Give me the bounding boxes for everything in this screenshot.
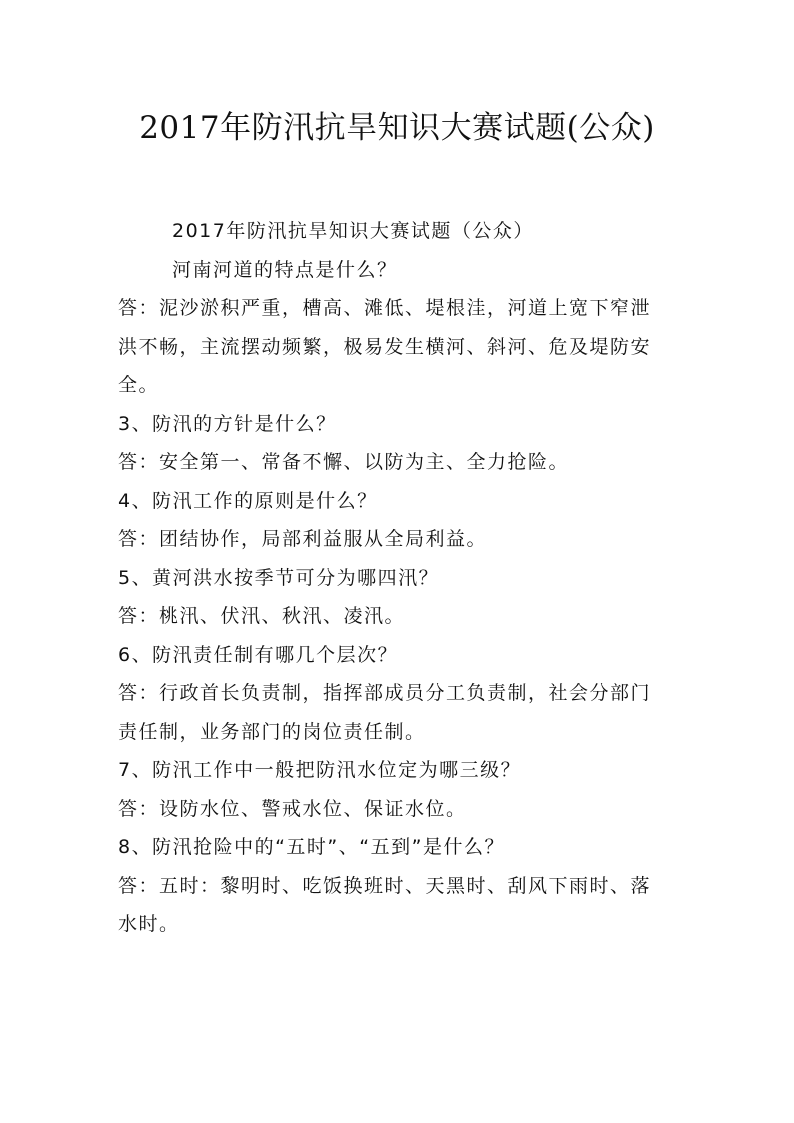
question-line: 6、防汛责任制有哪几个层次？: [118, 643, 399, 666]
answer-line: 答：行政首长负责制，指挥部成员分工负责制，社会分部门: [118, 682, 652, 704]
subtitle-line: 2017年防汛抗旱知识大赛试题（公众）: [172, 220, 534, 242]
answer-line: 答：泥沙淤积严重，槽高、滩低、堤根洼，河道上宽下窄泄: [118, 297, 652, 319]
question-line: 河南河道的特点是什么？: [172, 258, 398, 281]
question-line: 5、黄河洪水按季节可分为哪四汛？: [118, 566, 440, 589]
answer-line: 答：安全第一、常备不懈、以防为主、全力抢险。: [118, 451, 570, 473]
question-line: 7、防汛工作中一般把防汛水位定为哪三级？: [118, 759, 522, 781]
answer-line: 洪不畅，主流摆动频繁，极易发生横河、斜河、危及堤防安: [118, 335, 652, 358]
answer-line: 答：设防水位、警戒水位、保证水位。: [118, 797, 467, 820]
answer-line: 答：五时：黎明时、吃饭换班时、天黑时、刮风下雨时、落: [118, 874, 652, 897]
question-line: 3、防汛的方针是什么？: [118, 412, 337, 435]
document-body: [118, 212, 678, 944]
question-line: 8、防汛抢险中的“五时”、“五到”是什么？: [118, 836, 505, 858]
answer-line: 答：桃汛、伏汛、秋汛、凌汛。: [118, 605, 406, 627]
question-line: 4、防汛工作的原则是什么？: [118, 489, 378, 512]
document-title: 2017年防汛抗旱知识大赛试题(公众): [139, 110, 655, 146]
answer-line: 水时。: [118, 913, 180, 935]
answer-line: 答：团结协作，局部利益服从全局利益。: [118, 528, 488, 550]
answer-line: 责任制，业务部门的岗位责任制。: [118, 720, 426, 743]
answer-line: 全。: [118, 374, 160, 396]
